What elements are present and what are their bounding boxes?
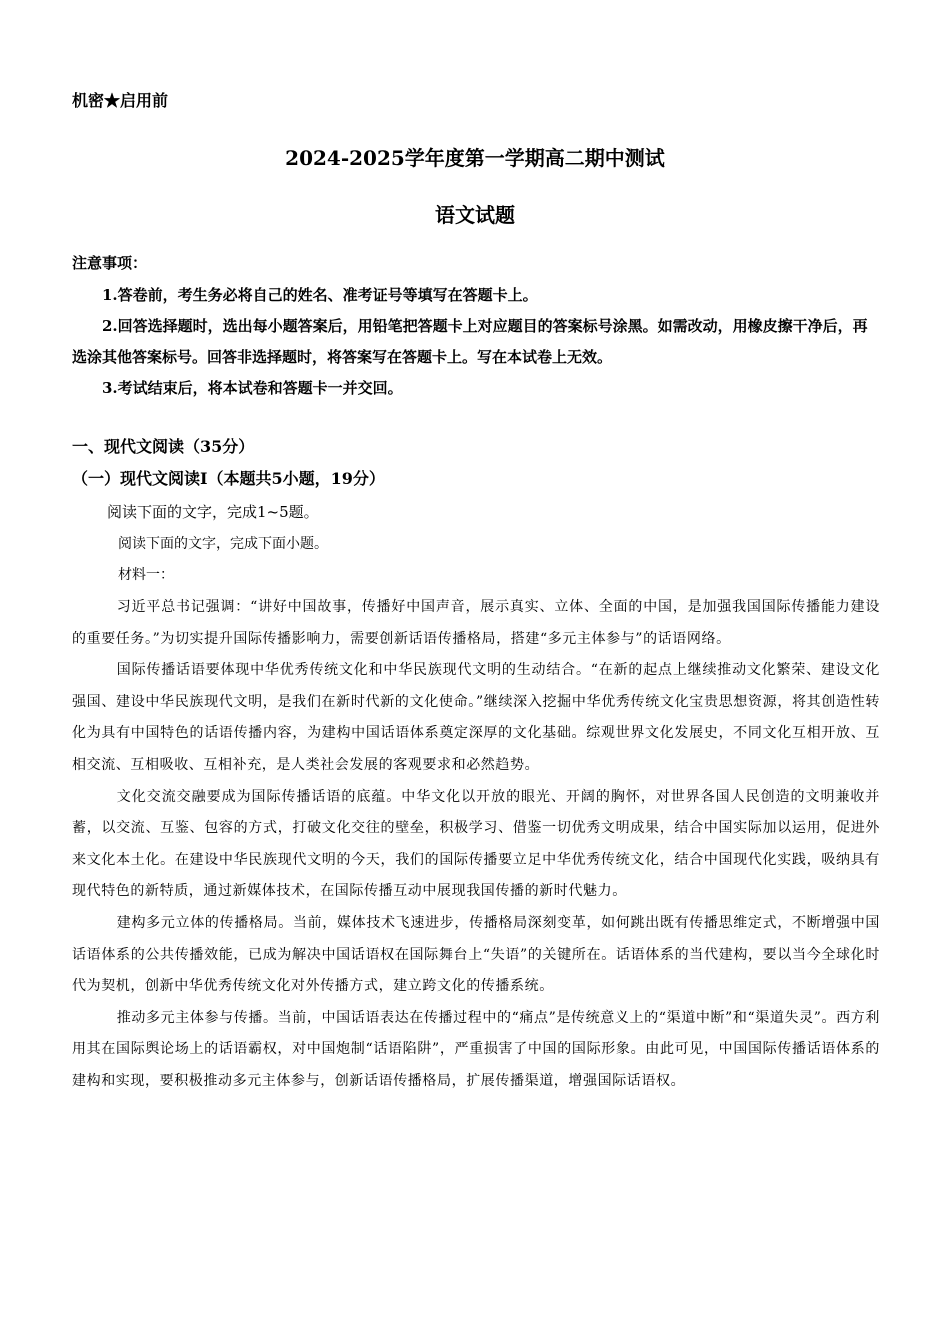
subsection-heading: （一）现代文阅读Ⅰ（本题共5小题，19分） (72, 469, 385, 488)
notice-heading: 注意事项： (72, 254, 148, 272)
notice-item: 2.回答选择题时，选出每小题答案后，用铅笔把答题卡上对应题目的答案标号涂黑。如需改动，用橡皮擦干净后，再选涂其他答案标号。回答非选择题时，将答案写在答题卡上。写在本试卷上无效。 (72, 317, 868, 366)
material-label: 材料一： (118, 567, 174, 583)
notice-item: 3.考试结束后，将本试卷和答题卡一并交回。 (102, 379, 403, 397)
passage-paragraph: 习近平总书记强调：“讲好中国故事，传播好中国声音，展示真实、立体、全面的中国，是加强我国国际传播能力建设的重要任务。”为切实提升国际传播影响力，需要创新话语传播格局，搭建“多元主体参与”的话语网络。 (72, 599, 880, 647)
passage-paragraph: 推动多元主体参与传播。当前，中国话语表达在传播过程中的“痛点”是传统意义上的“渠道中断”和“渠道失灵”。西方利用其在国际舆论场上的话语霸权，对中国炮制“话语陷阱”，严重损害了中国的国际形象。由此可见，中国国际传播话语体系的建构和实现，要积极推动多元主体参与，创新话语传播格局，扩展传播渠道，增强国际话语权。 (72, 1009, 880, 1089)
notice-list (72, 280, 880, 404)
section-heading: 一、现代文阅读（35分） (72, 437, 255, 456)
reading-instruction: 阅读下面的文字，完成1~5题。 (107, 503, 319, 521)
passage-paragraph: 国际传播话语要体现中华优秀传统文化和中华民族现代文明的生动结合。“在新的起点上继续推动文化繁荣、建设文化强国、建设中华民族现代文明，是我们在新时代新的文化使命。”继续深入挖掘中华优秀传统文化宝贵思想资源，将其创造性转化为具有中国特色的话语传播内容，为建构中国话语体系奠定深厚的文化基础。综观世界文化发展史，不同文化互相开放、互相交流、互相吸收、互相补充，是人类社会发展的客观要求和必然趋势。 (72, 662, 880, 773)
reading-instruction-secondary: 阅读下面的文字，完成下面小题。 (118, 536, 328, 552)
confidential-label: 机密★启用前 (72, 91, 169, 110)
notice-item: 1.答卷前，考生务必将自己的姓名、准考证号等填写在答题卡上。 (102, 286, 538, 304)
passage-paragraph: 文化交流交融要成为国际传播话语的底蕴。中华文化以开放的眼光、开阔的胸怀，对世界各国人民创造的文明兼收并蓄，以交流、互鉴、包容的方式，打破文化交往的壁垒，积极学习、借鉴一切优秀文明成果，结合中国实际加以运用，促进外来文化本土化。在建设中华民族现代文明的今天，我们的国际传播要立足中华优秀传统文化，结合中国现代化实践，吸纳具有现代特色的新特质，通过新媒体技术，在国际传播互动中展现我国传播的新时代魅力。 (72, 788, 880, 900)
reading-passage (72, 592, 880, 1098)
passage-paragraph: 建构多元立体的传播格局。当前，媒体技术飞速进步，传播格局深刻变革，如何跳出既有传播思维定式，不断增强中国话语体系的公共传播效能，已成为解决中国话语权在国际舞台上“失语”的关键所在。话语体系的当代建构，要以当今全球化时代为契机，创新中华优秀传统文化对外传播方式，建立跨文化的传播系统。 (72, 914, 880, 995)
exam-subtitle: 语文试题 (435, 203, 515, 227)
exam-title: 2024-2025学年度第一学期高二期中测试 (285, 146, 665, 170)
